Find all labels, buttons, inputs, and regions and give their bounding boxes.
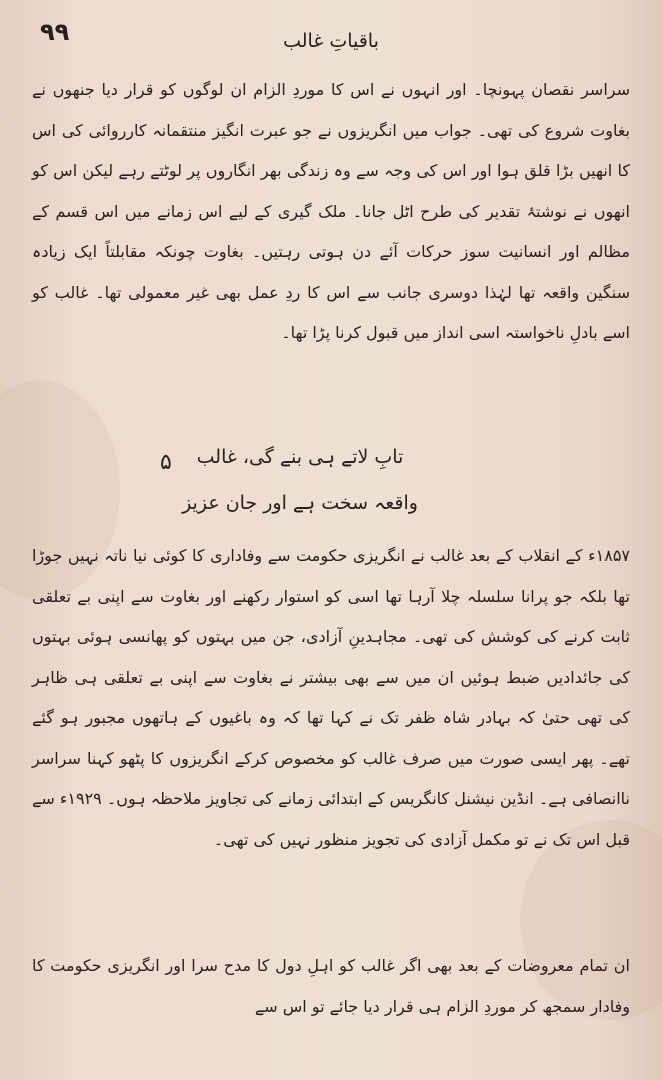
- page-number: ۹۹: [40, 18, 70, 46]
- verse-line-2: واقعہ سخت ہے اور جان عزیز: [182, 492, 418, 514]
- paragraph-3: ان تمام معروضات کے بعد بھی اگر غالب کو اہلِ دول کا مدح سرا اور انگریزی حکومت کا وفادار سمجھ کر موردِ الزام ہی قرار دیا جائے تو اس سے: [32, 956, 630, 1016]
- running-header: باقیاتِ غالب: [283, 30, 379, 52]
- paragraph-1: سراسر نقصان پہونچا۔ اور انہوں نے اس کا موردِ الزام ان لوگوں کو قرار دیا جنھوں نے بغاوت شروع کی تھی۔ جواب میں انگریزوں نے جو عبرت انگیز منتقمانہ کارروائی کی اس کا انھیں بڑا قلق ہوا اور اس کی وجہ سے وہ زندگی بھر انگاروں پر لوٹتے رہے لیکن اس کو انھوں نے نوشتۂ تقدیر کی طرح اٹل جانا۔ ملک گیری کے لیے اس زمانے میں اس قسم کے مظالم اور انسانیت سوز حرکات آئے دن ہوتی رہتیں۔ بغاوت چونکہ مقابلتاً ایک زیادہ سنگین واقعہ تھا لہٰذا دوسری جانب سے اس کا ردِ عمل بھی غیر معمولی تھا۔ غالب کو اسے بادلِ ناخواستہ اسی انداز میں قبول کرنا پڑا تھا۔: [32, 80, 631, 342]
- verse-line-1: تابِ لاتے ہی بنے گی، غالب: [196, 446, 404, 468]
- verse-number: ۵: [160, 450, 172, 475]
- paragraph-2: ۱۸۵۷ء کے انقلاب کے بعد غالب نے انگریزی حکومت سے وفاداری کا کوئی نیا ناتہ نہیں جوڑا تھا بلکہ جو پرانا سلسلہ چلا آرہا تھا اسی کو استوار رکھنے اور بغاوت سے اپنی بے تعلقی ثابت کرنے کی کوشش کی تھی۔ مجاہدینِ آزادی، جن میں بہتوں کو پھانسی ہوئی بہتوں کی جائدادیں ضبط ہوئیں ان میں سے بھی بیشتر نے بغاوت سے اپنی بے تعلقی ہی ظاہر کی تھی حتیٰ کہ بہادر شاہ ظفر تک نے کہا تھا کہ وہ باغیوں کے ہاتھوں مجبور ہو گئے تھے۔ پھر ایسی صورت میں صرف غالب کو مخصوص کرکے انگریزوں کا پٹھو کہنا سراسر ناانصافی ہے۔ انڈین نیشنل کانگریس کے ابتدائی زمانے کی تجاویز ملاحظہ ہوں۔ ۱۹۲۹ء سے قبل اس تک نے تو مکمل آزادی کی تجویز منظور نہیں کی تھی۔: [31, 546, 630, 849]
